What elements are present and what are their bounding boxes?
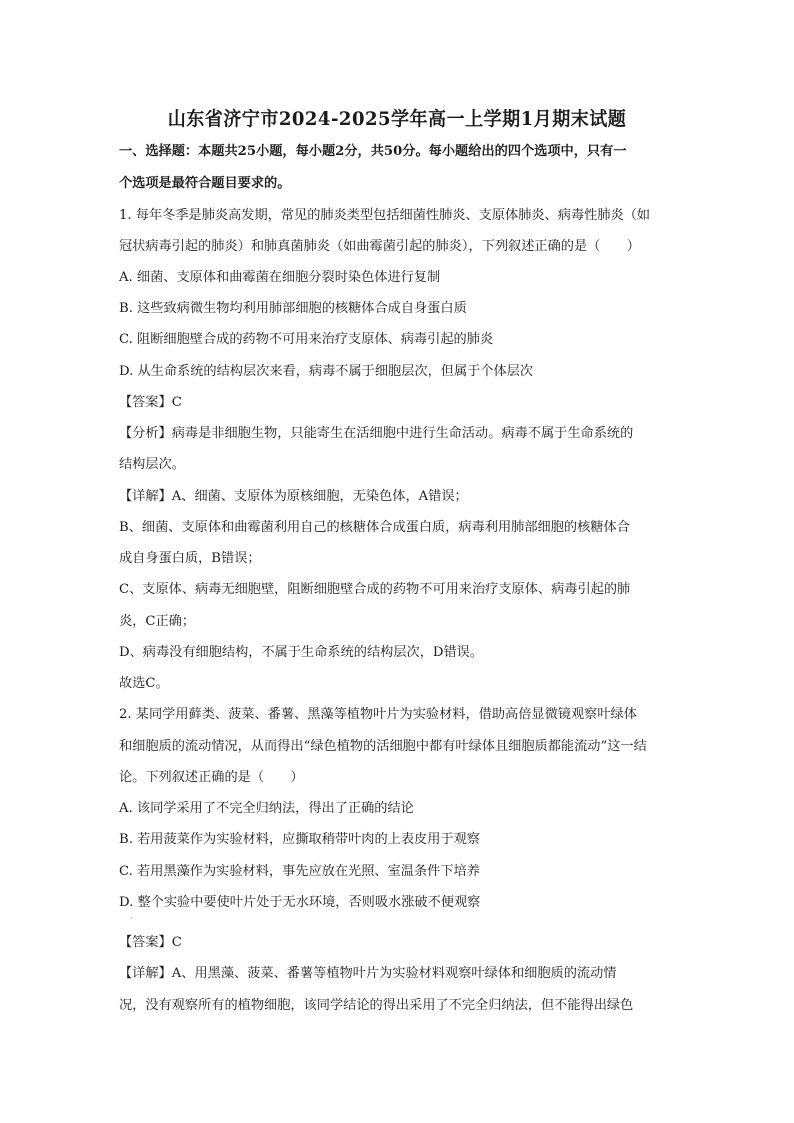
q1-analysis-line-2: 结构层次。 (119, 457, 185, 472)
q1-option-d: D. 从生命系统的结构层次来看，病毒不属于细胞层次，但属于个体层次 (119, 364, 534, 379)
q1-stem-line-2: 冠状病毒引起的肺炎）和肺真菌肺炎（如曲霉菌引起的肺炎），下列叙述正确的是（ ） (119, 239, 640, 254)
q1-detail-line-2: B、细菌、支原体和曲霉菌利用自己的核糖体合成蛋白质，病毒利用肺部细胞的核糖体合 (119, 520, 630, 535)
q1-detail-line-5: 炎，C正确； (119, 614, 196, 629)
section-header-line-1: 一、选择题：本题共25小题，每小题2分，共50分。每小题给出的四个选项中，只有一 (119, 144, 627, 159)
q1-detail-line-6: D、病毒没有细胞结构，不属于生命系统的结构层次，D错误。 (119, 645, 484, 660)
q2-stem-line-1: 2. 某同学用藓类、菠菜、番薯、黑藻等植物叶片为实验材料，借助高倍显微镜观察叶绿体 (119, 707, 637, 722)
section-header-line-2: 个选项是最符合题目要求的。 (119, 176, 291, 191)
q1-option-b: B. 这些致病微生物均利用肺部细胞的核糖体合成自身蛋白质 (119, 301, 467, 316)
q1-option-a: A. 细菌、支原体和曲霉菌在细胞分裂时染色体进行复制 (119, 270, 441, 285)
q1-detail-line-3: 成自身蛋白质，B错误； (119, 551, 261, 566)
page-title: 山东省济宁市2024-2025学年高一上学期1月期末试题 (167, 108, 627, 130)
q1-detail-line-1: 【详解】A、细菌、支原体为原核细胞，无染色体，A错误； (119, 489, 468, 504)
stray-dot-mark: · (130, 914, 133, 923)
q2-detail-line-1: 【详解】A、用黑藻、菠菜、番薯等植物叶片为实验材料观察叶绿体和细胞质的流动情 (119, 966, 617, 981)
q1-conclusion: 故选C。 (119, 676, 169, 691)
q2-stem-line-3: 论。下列叙述正确的是（ ） (119, 770, 304, 785)
q1-detail-line-4: C、支原体、病毒无细胞壁，阻断细胞壁合成的药物不可用来治疗支原体、病毒引起的肺 (119, 582, 631, 597)
q1-option-c: C. 阻断细胞壁合成的药物不可用来治疗支原体、病毒引起的肺炎 (119, 332, 494, 347)
q2-option-d: D. 整个实验中要使叶片处于无水环境，否则吸水涨破不便观察 (119, 895, 481, 910)
q2-detail-line-2: 况，没有观察所有的植物细胞，该同学结论的得出采用了不完全归纳法，但不能得出绿色 (119, 998, 634, 1013)
q2-stem-line-2: 和细胞质的流动情况，从而得出“绿色植物的活细胞中都有叶绿体且细胞质都能流动”这一结 (119, 739, 647, 754)
q2-answer: 【答案】C (119, 935, 182, 950)
q2-option-b: B. 若用菠菜作为实验材料，应撕取稍带叶肉的上表皮用于观察 (119, 832, 480, 847)
q1-analysis-line-1: 【分析】病毒是非细胞生物，只能寄生在活细胞中进行生命活动。病毒不属于生命系统的 (119, 426, 634, 441)
q2-option-a: A. 该同学采用了不完全归纳法，得出了正确的结论 (119, 801, 414, 816)
q2-option-c: C. 若用黑藻作为实验材料，事先应放在光照、室温条件下培养 (119, 864, 480, 879)
q1-answer: 【答案】C (119, 395, 182, 410)
q1-stem-line-1: 1. 每年冬季是肺炎高发期，常见的肺炎类型包括细菌性肺炎、支原体肺炎、病毒性肺炎（如 (119, 208, 651, 223)
